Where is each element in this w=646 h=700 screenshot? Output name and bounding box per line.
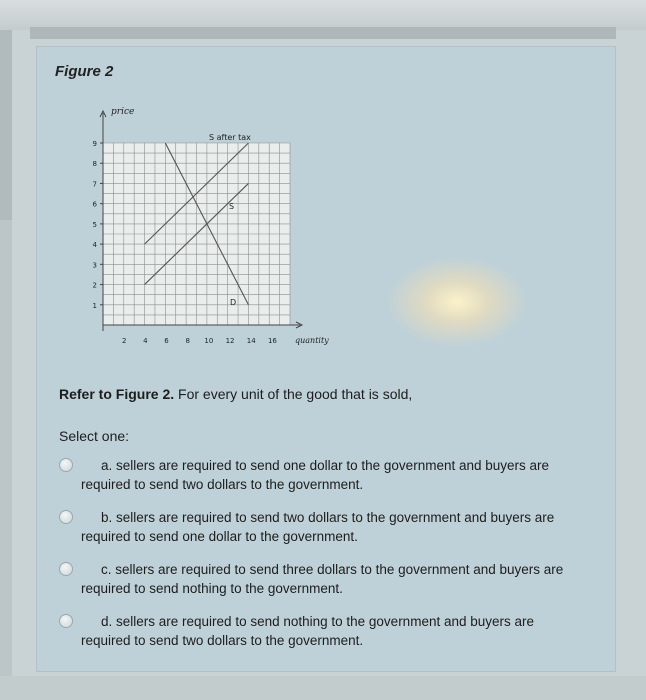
bottom-strip [0,676,646,700]
y-tick-label: 1 [92,301,97,310]
x-tick-label: 8 [185,337,190,345]
x-tick-label: 16 [267,337,277,345]
demand-curve-label: D [230,298,237,307]
radio-option-b[interactable] [59,510,73,524]
top-strip [30,27,616,39]
y-axis-label: price [111,107,135,117]
supply-curve-label: S [229,202,235,211]
s-after-tax-label: S after tax [209,133,251,142]
y-tick-label: 5 [92,220,97,229]
radio-option-d[interactable] [59,614,73,628]
y-tick-label: 6 [92,200,97,209]
left-edge-tab [0,30,12,220]
question-figure-reference: Refer to Figure 2. [59,386,175,402]
y-tick-label: 7 [92,180,97,189]
radio-option-a[interactable] [59,458,73,472]
option-d-text: d. sellers are required to send nothing to the government and buyers are required to send two dollars to the government. [81,614,535,648]
x-tick-label: 4 [143,337,148,345]
option-b-text: b. sellers are required to send two dollars to the government and buyers are required to send one dollar to the government. [81,510,555,544]
y-tick-label: 9 [92,140,97,148]
select-one-label: Select one: [59,428,130,444]
x-tick-label: 14 [246,337,256,345]
screen-glare [387,257,527,347]
question-text [59,386,412,402]
x-tick-label: 6 [164,337,169,345]
x-tick-label: 10 [204,337,214,345]
figure-graph [81,105,351,355]
left-edge [0,30,12,700]
x-axis-label: quantity [295,336,329,345]
figure-title: Figure 2 [55,63,114,80]
option-c-text: c. sellers are required to send three dollars to the government and buyers are required to send nothing to the government. [81,562,564,596]
y-tick-label: 2 [92,281,97,290]
radio-option-c[interactable] [59,562,73,576]
y-tick-label: 3 [92,261,97,270]
x-tick-label: 12 [225,337,235,345]
question-card [36,46,616,672]
y-tick-label: 8 [92,160,97,169]
question-body: For every unit of the good that is sold, [174,386,413,402]
y-tick-label: 4 [92,241,97,250]
x-tick-label: 2 [121,337,127,345]
browser-top-bar [0,0,646,30]
option-a-text: a. sellers are required to send one dollar to the government and buyers are required to send two dollars to the government. [81,458,550,492]
